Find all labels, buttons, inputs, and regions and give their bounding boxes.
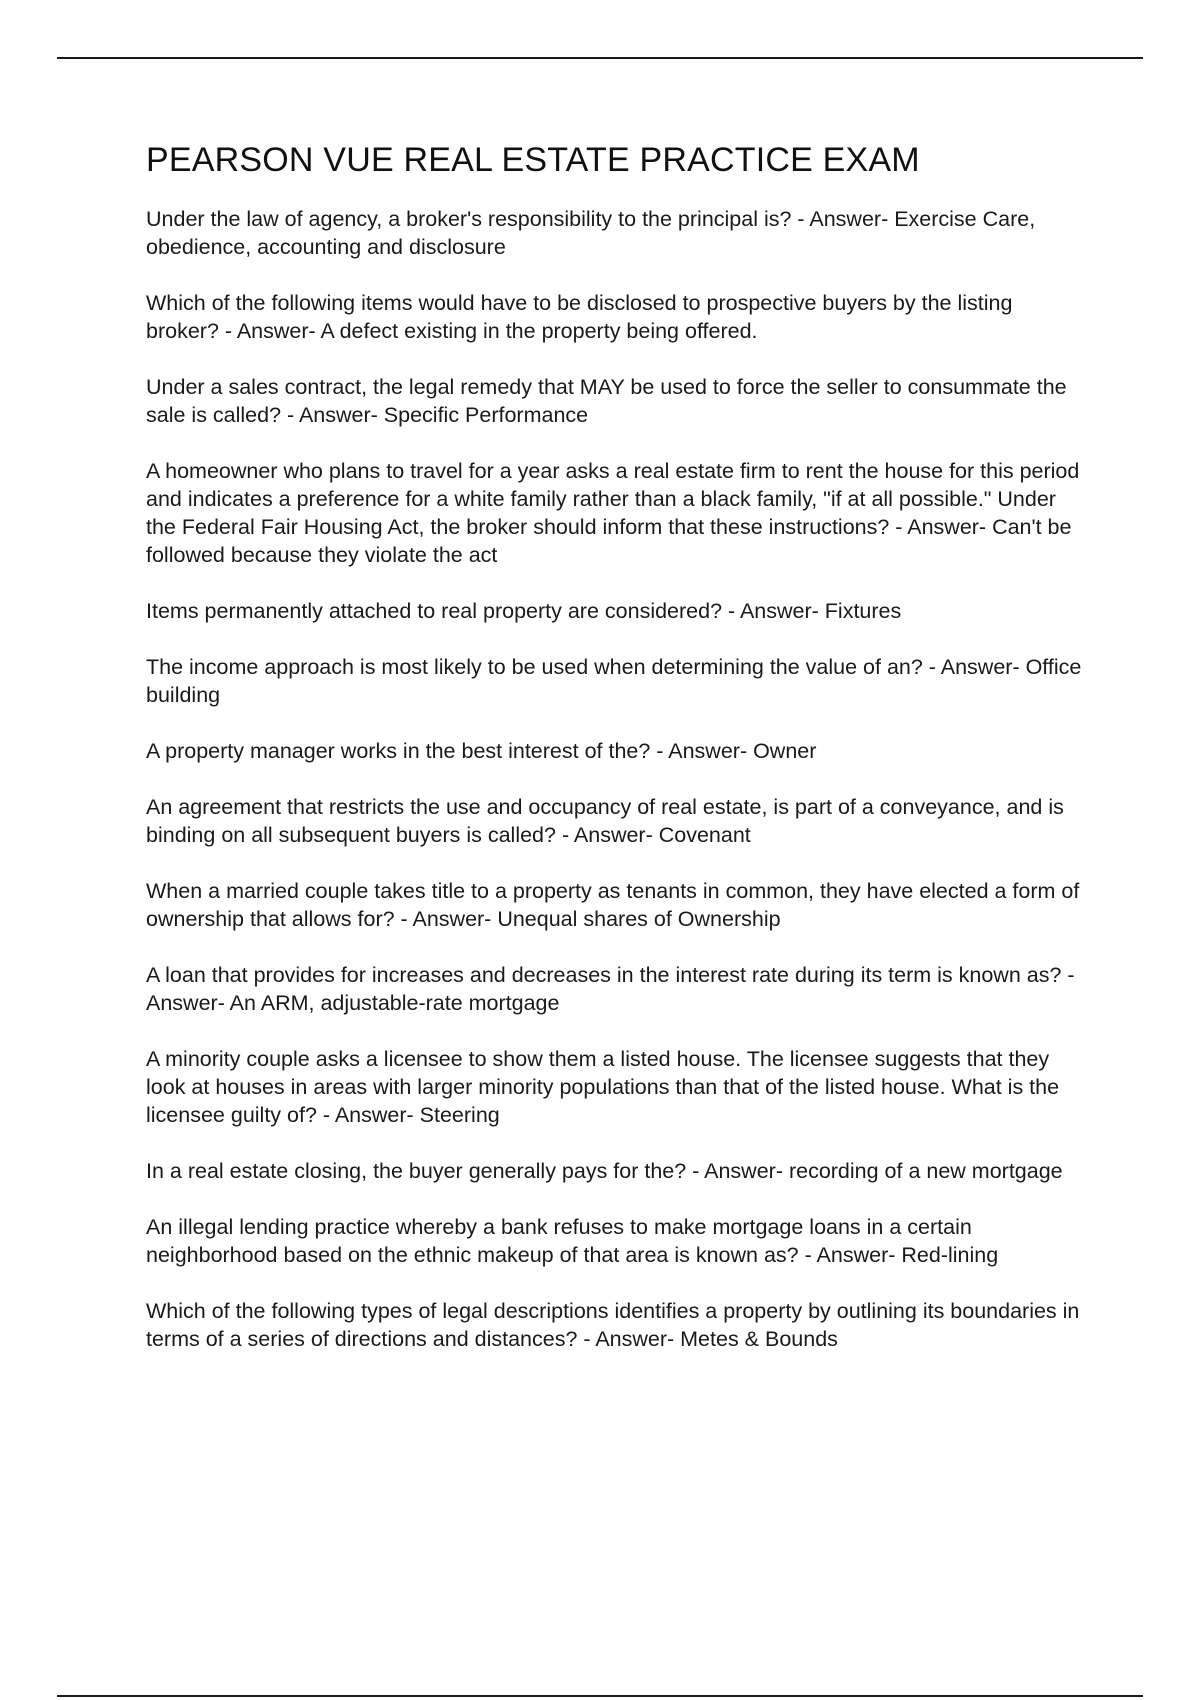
qa-item-1: Under the law of agency, a broker's responsibility to the principal is? - Answer- Exercise Care, obedience, accounting and disclosure xyxy=(146,206,1036,259)
qa-list xyxy=(146,205,1086,1353)
qa-item-14: Which of the following types of legal descriptions identifies a property by outlining its boundaries in terms of a series of directions and distances? - Answer- Metes & Bounds xyxy=(146,1298,1080,1351)
qa-item-11: A minority couple asks a licensee to show them a listed house. The licensee suggests that they look at houses in areas with larger minority populations than that of the listed house. What is the licensee guilty of? - Answer- Steering xyxy=(146,1046,1060,1127)
qa-item-6: The income approach is most likely to be used when determining the value of an? - Answer- Office building xyxy=(146,654,1082,707)
document-title: PEARSON VUE REAL ESTATE PRACTICE EXAM xyxy=(146,141,920,179)
qa-item-3: Under a sales contract, the legal remedy that MAY be used to force the seller to consummate the sale is called? - Answer- Specific Performance xyxy=(146,374,1067,427)
qa-item-7: A property manager works in the best interest of the? - Answer- Owner xyxy=(146,738,817,763)
bottom-rule xyxy=(57,1695,1143,1697)
top-rule xyxy=(57,57,1143,59)
qa-item-8: An agreement that restricts the use and occupancy of real estate, is part of a conveyance, and is binding on all subsequent buyers is called? - Answer- Covenant xyxy=(146,794,1064,847)
qa-item-12: In a real estate closing, the buyer generally pays for the? - Answer- recording of a new mortgage xyxy=(146,1158,1063,1183)
qa-item-4: A homeowner who plans to travel for a year asks a real estate firm to rent the house for this period and indicates a preference for a white family rather than a black family, "if at all possible." Under the Federal Fair Housing Act, the broker should inform that these instructions? - Answer- Can't be followed because they violate the act xyxy=(146,458,1080,567)
qa-item-9: When a married couple takes title to a property as tenants in common, they have elected a form of ownership that allows for? - Answer- Unequal shares of Ownership xyxy=(146,878,1080,931)
qa-item-2: Which of the following items would have to be disclosed to prospective buyers by the listing broker? - Answer- A defect existing in the property being offered. xyxy=(146,290,1013,343)
qa-item-13: An illegal lending practice whereby a bank refuses to make mortgage loans in a certain neighborhood based on the ethnic makeup of that area is known as? - Answer- Red-lining xyxy=(146,1214,999,1267)
qa-item-5: Items permanently attached to real property are considered? - Answer- Fixtures xyxy=(146,598,902,623)
qa-item-10: A loan that provides for increases and decreases in the interest rate during its term is known as? - Answer- An ARM, adjustable-rate mortgage xyxy=(146,962,1075,1015)
document-body xyxy=(146,140,1086,1381)
